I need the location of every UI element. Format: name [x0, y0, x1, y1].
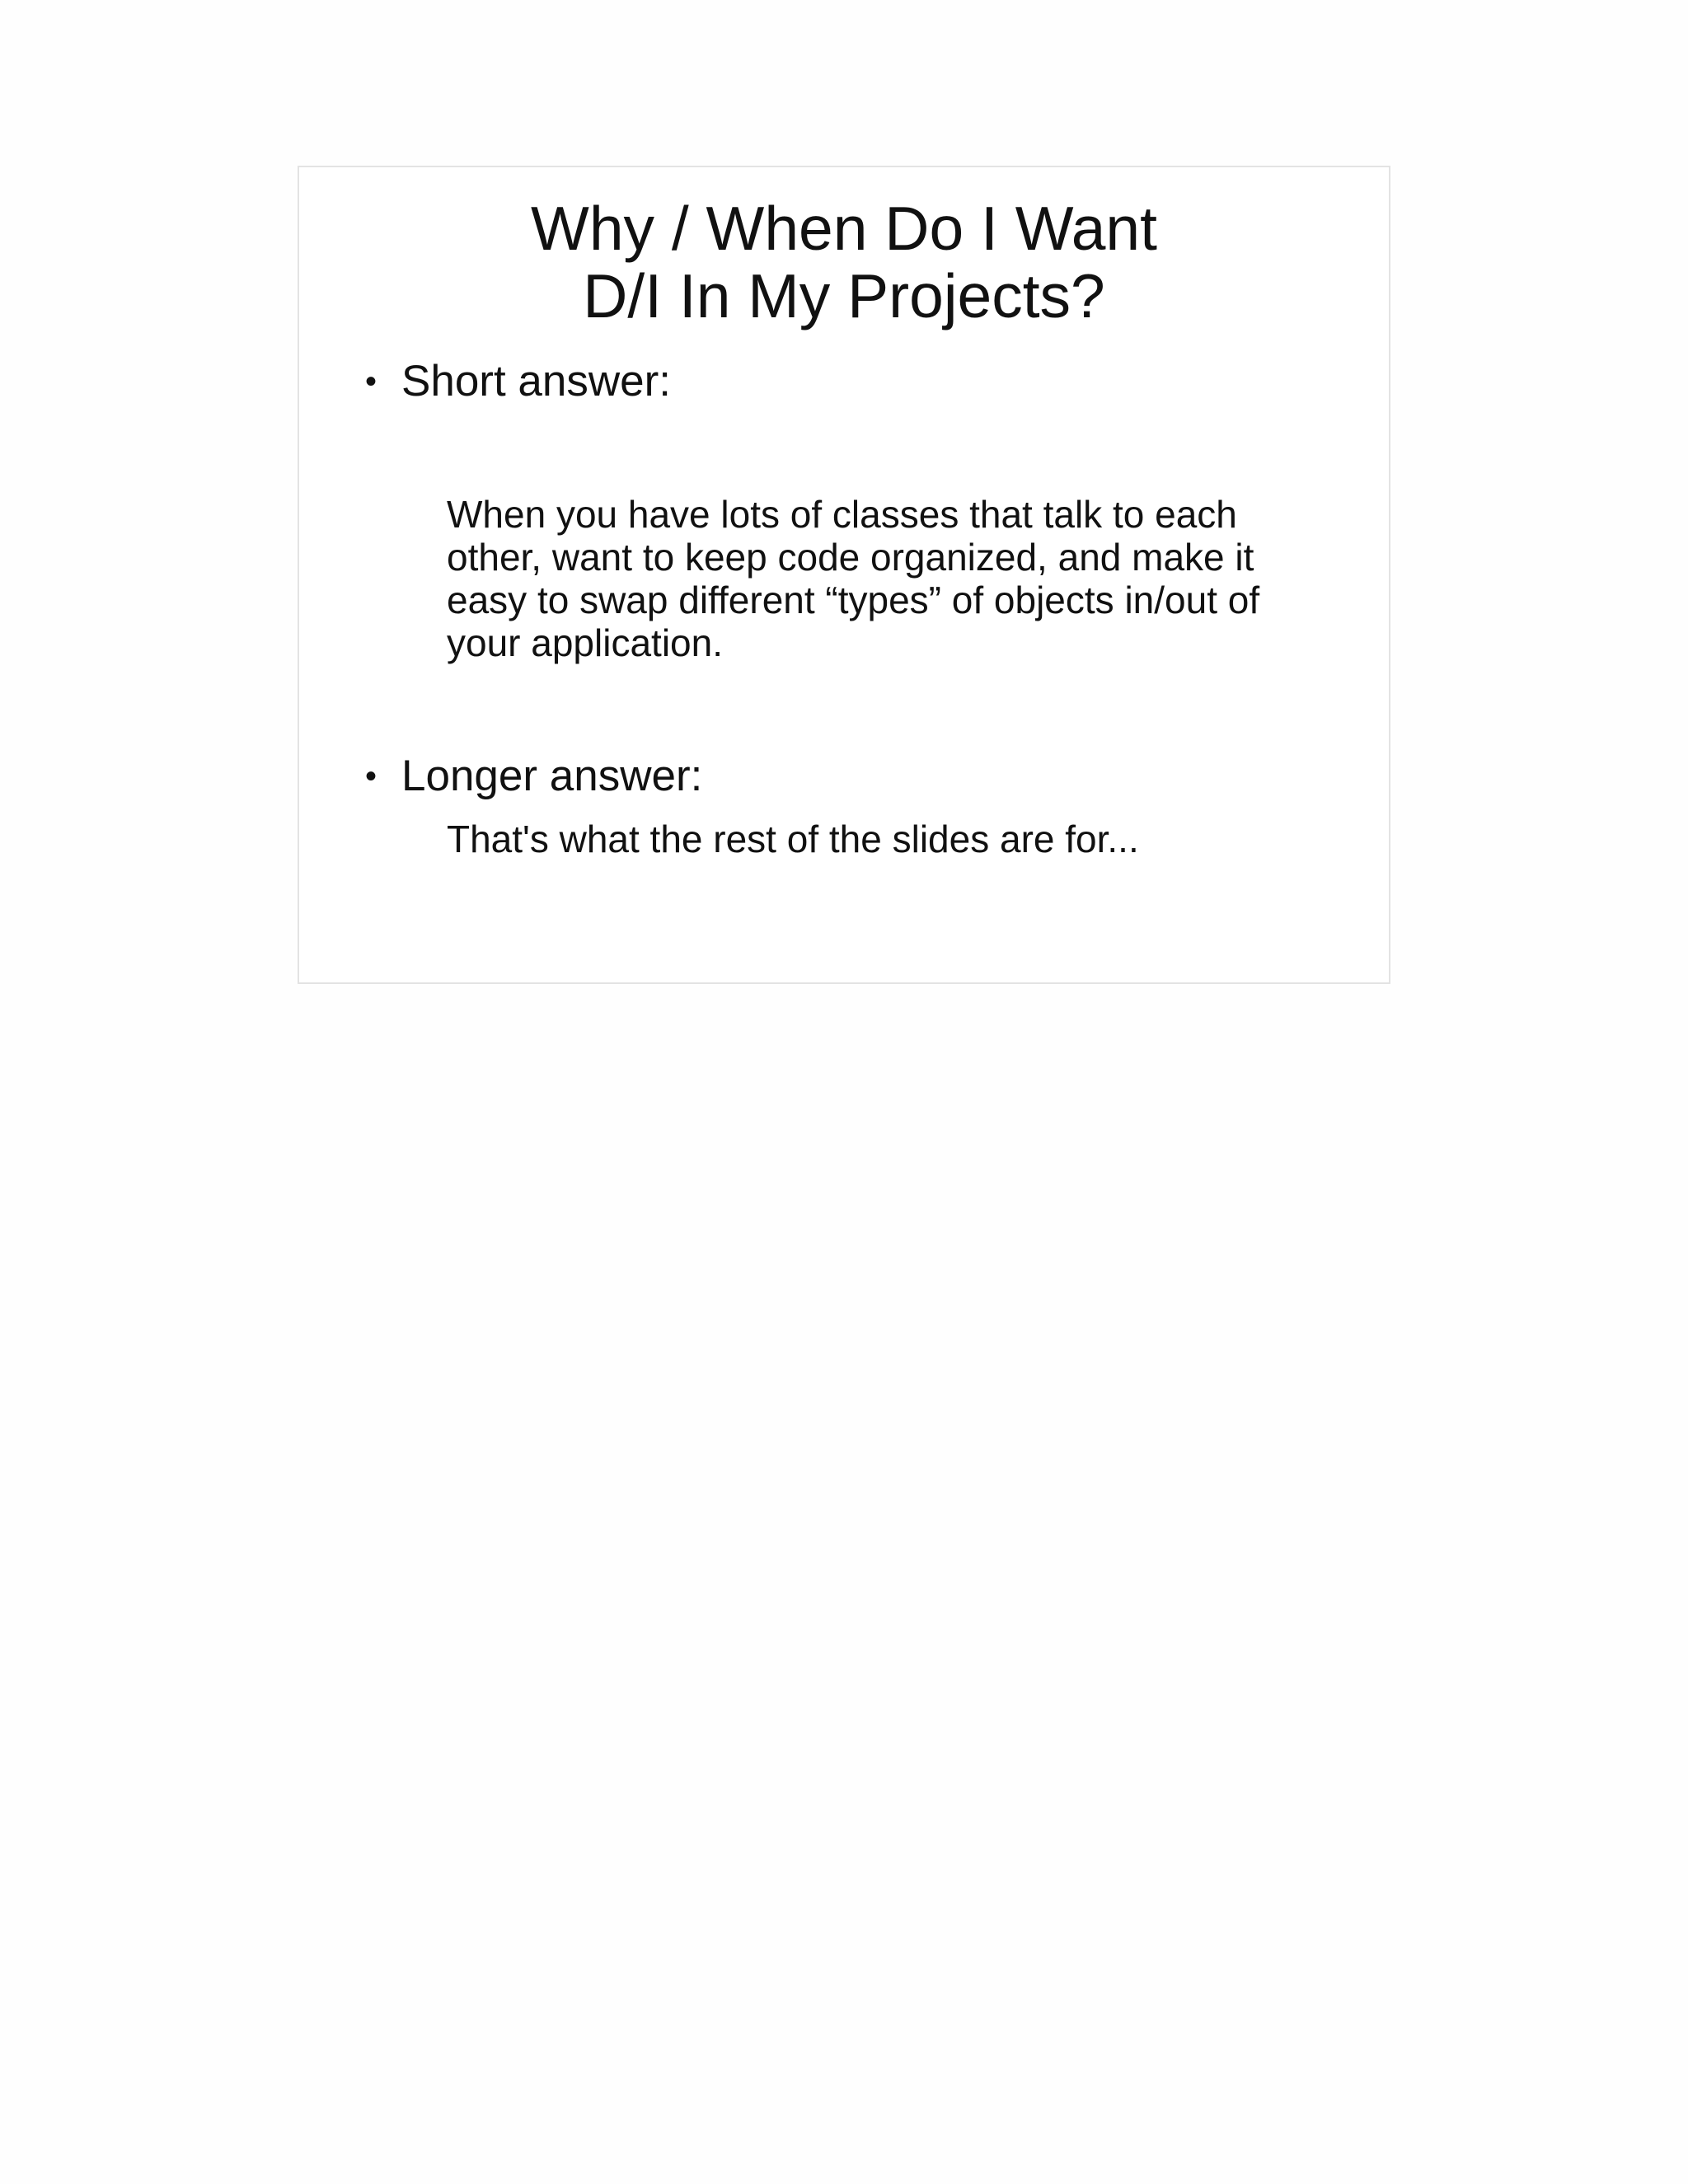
bullet-short-answer: [365, 357, 671, 406]
bullet-label: Longer answer:: [401, 752, 703, 800]
bullet-dot-icon: •: [365, 758, 377, 794]
slide-title-line-1: Why / When Do I Want: [531, 194, 1157, 263]
slide-title-line-2: D/I In My Projects?: [583, 261, 1105, 330]
bullet-dot-icon: •: [365, 363, 377, 400]
short-answer-text: When you have lots of classes that talk to each other, want to keep code organized, and make it easy to swap different “types” of objects in/out of your application.: [447, 493, 1260, 664]
bullet-label: Short answer:: [401, 357, 671, 405]
slide: [298, 166, 1390, 984]
bullet-longer-answer: [365, 752, 702, 801]
longer-answer-text: That's what the rest of the slides are for...: [447, 818, 1139, 860]
slide-title: [299, 194, 1389, 330]
